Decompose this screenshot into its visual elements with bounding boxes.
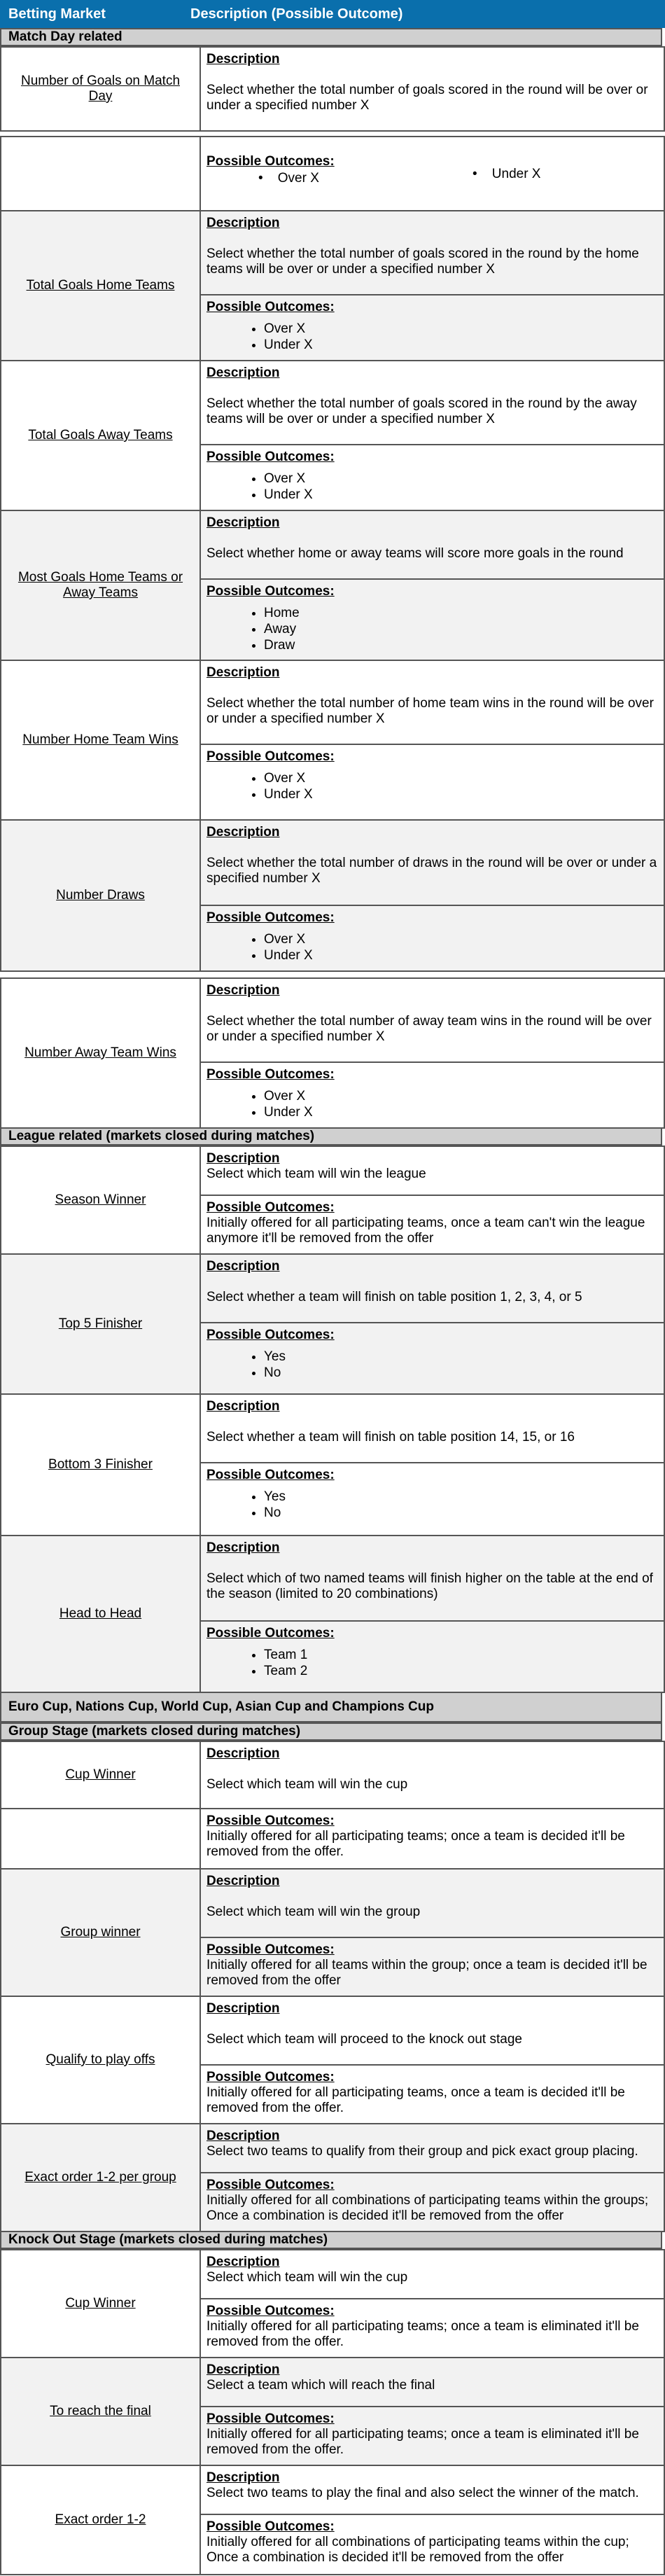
description-text: Select which team will win the cup: [206, 2270, 408, 2285]
description-text: Select whether a team will finish on table position 14, 15, or 16: [206, 1430, 575, 1444]
section-match-day: Match Day related: [0, 28, 662, 46]
outcome-item: • Over X: [264, 770, 658, 786]
market-name[interactable]: Qualify to play offs: [1, 1996, 200, 2124]
description-text: Select whether the total number of away team wins in the round will be over or under a specified number X: [206, 1014, 652, 1044]
market-row-top5: Top 5 Finisher Description Select whether a team will finish on table position 1, 2, 3, 4, or 5 Possible Outcomes: • Yes • No: [0, 1253, 665, 1395]
market-name[interactable]: Most Goals Home Teams or Away Teams: [1, 510, 200, 660]
market-row-goals-match-day-outcomes: [0, 136, 665, 211]
market-row-total-home: Total Goals Home Teams Description Select whether the total number of goals scored in the round by the home teams will be over or under a specified number X Possible Outcomes: • Over X • Under X: [0, 210, 665, 361]
outcome-text: Initially offered for all combinations of participating teams within the groups; Once a combination is decided it'll be removed from the offer: [206, 2193, 649, 2223]
outcome-item: • Draw: [264, 637, 658, 653]
market-row-qualify: Qualify to play offs Description Select which team will proceed to the knock out stage Possible Outcomes: Initially offered for all participating teams, once a team is decided it'll be removed from the offer.: [0, 1996, 665, 2124]
outcome-text: Initially offered for all participating teams; once a team is decided it'll be removed from the offer.: [206, 1829, 625, 1859]
possible-outcomes-label: Possible Outcomes:: [206, 154, 335, 169]
market-row-exact-order-group: Exact order 1-2 per group Description Select two teams to qualify from their group and pick exact group placing. Possible Outcomes: Initially offered for all combinations of participating teams within the groups; Once a combination is decided it'll be removed from the offer: [0, 2123, 665, 2232]
market-row-draws: Number Draws Description Select whether the total number of draws in the round will be over or under a specified number X Possible Outcomes: • Over X • Under X: [0, 819, 665, 972]
description-text: Select whether the total number of home team wins in the round will be over or under a specified number X: [206, 696, 654, 726]
outcome-item: • Yes: [264, 1349, 658, 1365]
section-league: League related (markets closed during matches): [0, 1127, 662, 1146]
market-name[interactable]: Number of Goals on Match Day: [1, 47, 200, 131]
outcome-item: • Away: [264, 621, 658, 637]
description-text: Select whether the total number of goals scored in the round will be over or under a specified number X: [206, 83, 648, 113]
market-name[interactable]: To reach the final: [1, 2358, 200, 2465]
market-name[interactable]: Head to Head: [1, 1536, 200, 1692]
description-text: Select whether the total number of draws in the round will be over or under a specified number X: [206, 856, 657, 886]
market-name[interactable]: Exact order 1-2: [1, 2465, 200, 2575]
market-row-cup-winner-group: Cup Winner Description Select which team will win the cup: [0, 1741, 665, 1809]
market-name[interactable]: Top 5 Finisher: [1, 1254, 200, 1394]
outcome-text: Initially offered for all teams within the group; once a team is decided it'll be removed from the offer: [206, 1958, 648, 1988]
market-row-group-winner: Group winner Description Select which team will win the group Possible Outcomes: Initially offered for all teams within the group; once a team is decided it'll be removed from the offer: [0, 1868, 665, 1997]
outcome-text: Initially offered for all combinations of participating teams within the cup; Once a combination is decided it'll be removed from the offer: [206, 2535, 629, 2565]
market-row-head-to-head: Head to Head Description Select which of two named teams will finish higher on the table at the end of the season (limited to 20 combinations) Possible Outcomes: • Team 1 • Team 2: [0, 1535, 665, 1693]
description-text: Select which team will win the league: [206, 1167, 426, 1181]
outcome-text: Initially offered for all participating teams; once a team is eliminated it'll be removed from the offer.: [206, 2427, 639, 2457]
description-text: Select a team which will reach the final: [206, 2378, 435, 2393]
description-text: Select whether a team will finish on table position 1, 2, 3, 4, or 5: [206, 1290, 582, 1304]
market-name[interactable]: Cup Winner: [1, 2250, 200, 2358]
column-header-market: Betting Market: [8, 6, 106, 22]
description-text: Select two teams to play the final and also select the winner of the match.: [206, 2486, 639, 2500]
section-group-stage: Group Stage (markets closed during matches): [0, 1722, 662, 1741]
outcome-item: • No: [264, 1365, 658, 1381]
outcome-item: • Under X: [264, 1104, 658, 1120]
description-text: Select which team will win the group: [206, 1905, 421, 1919]
outcome-item: • No: [264, 1505, 658, 1521]
market-row-total-away: Total Goals Away Teams Description Select whether the total number of goals scored in the round by the away teams will be over or under a specified number X Possible Outcomes: • Over X • Under X: [0, 360, 665, 511]
outcome-item: • Under X: [264, 786, 658, 802]
outcome-text: Initially offered for all participating teams; once a team is eliminated it'll be removed from the offer.: [206, 2319, 639, 2349]
outcome-item: • Yes: [264, 1489, 658, 1505]
market-row-goals-match-day: [0, 46, 665, 132]
market-name[interactable]: Exact order 1-2 per group: [1, 2124, 200, 2232]
outcome-item: • Over X: [264, 471, 658, 487]
description-label: Description: [206, 52, 280, 67]
market-name[interactable]: Group winner: [1, 1869, 200, 1996]
outcome-item: • Over X: [264, 1088, 658, 1104]
market-row-most-goals: Most Goals Home Teams or Away Teams Description Select whether home or away teams will score more goals in the round Possible Outcomes: • Home • Away • Draw: [0, 510, 665, 661]
outcome-item: • Under X: [264, 487, 658, 503]
market-name[interactable]: Cup Winner: [1, 1741, 200, 1809]
market-name[interactable]: Total Goals Away Teams: [1, 361, 200, 510]
description-text: Select which of two named teams will finish higher on the table at the end of the season (limited to 20 combinations): [206, 1571, 653, 1601]
description-text: Select which team will win the cup: [206, 1777, 408, 1792]
section-cups: Euro Cup, Nations Cup, World Cup, Asian Cup and Champions Cup: [0, 1692, 662, 1722]
market-name[interactable]: Total Goals Home Teams: [1, 211, 200, 361]
market-row-home-wins: Number Home Team Wins Description Select whether the total number of home team wins in the round will be over or under a specified number X Possible Outcomes: • Over X • Under X: [0, 660, 665, 821]
outcome-item: • Under X: [264, 947, 658, 963]
outcome-item: • Team 1: [264, 1647, 658, 1663]
market-name[interactable]: Number Home Team Wins: [1, 660, 200, 820]
market-row-season-winner: Season Winner Description Select which team will win the league Possible Outcomes: Initially offered for all participating teams, once a team can't win the league anymore it'll be removed from the offer: [0, 1146, 665, 1255]
table-header: [0, 0, 665, 28]
market-row-exact-order-final: Exact order 1-2 Description Select two teams to play the final and also select the winner of the match. Possible Outcomes: Initially offered for all combinations of participating teams within the cup; Once a combination is decided it'll be removed from the offer: [0, 2465, 665, 2575]
column-header-description: Description (Possible Outcome): [190, 6, 403, 22]
description-text: Select whether the total number of goals scored in the round by the home teams will be over or under a specified number X: [206, 246, 639, 277]
market-name[interactable]: Season Winner: [1, 1146, 200, 1254]
description-text: Select whether home or away teams will score more goals in the round: [206, 546, 624, 561]
market-row-reach-final: To reach the final Description Select a team which will reach the final Possible Outcomes: Initially offered for all participating teams; once a team is eliminated it'll be removed from the offer.: [0, 2357, 665, 2466]
market-name[interactable]: Number Away Team Wins: [1, 978, 200, 1128]
section-knockout: Knock Out Stage (markets closed during matches): [0, 2231, 662, 2249]
market-row-bottom3: Bottom 3 Finisher Description Select whether a team will finish on table position 14, 15, or 16 Possible Outcomes: • Yes • No: [0, 1393, 665, 1536]
outcome-item: • Over X: [258, 171, 319, 186]
outcome-item: • Over X: [264, 321, 658, 337]
description-text: Select which team will proceed to the knock out stage: [206, 2032, 522, 2047]
outcome-item: • Team 2: [264, 1663, 658, 1679]
outcome-item: • Over X: [264, 931, 658, 947]
outcome-text: Initially offered for all participating teams, once a team is decided it'll be removed from the offer.: [206, 2085, 625, 2115]
description-text: Select two teams to qualify from their group and pick exact group placing.: [206, 2144, 638, 2159]
market-row-cup-winner-ko: Cup Winner Description Select which team will win the cup Possible Outcomes: Initially offered for all participating teams; once a team is eliminated it'll be removed from the offer.: [0, 2249, 665, 2358]
market-row-cup-winner-group-outcomes: Possible Outcomes: Initially offered for all participating teams; once a team is decided it'll be removed from the offer.: [0, 1808, 665, 1870]
outcome-item: • Under X: [472, 167, 541, 181]
market-name[interactable]: Number Draws: [1, 820, 200, 971]
outcome-item: • Home: [264, 605, 658, 621]
description-text: Select whether the total number of goals scored in the round by the away teams will be over or under a specified number X: [206, 396, 637, 426]
outcome-text: Initially offered for all participating teams, once a team can't win the league anymore it'll be removed from the offer: [206, 1216, 645, 1246]
outcome-item: • Under X: [264, 337, 658, 353]
market-name[interactable]: Bottom 3 Finisher: [1, 1394, 200, 1536]
market-row-away-wins: Number Away Team Wins Description Select whether the total number of away team wins in the round will be over or under a specified number X Possible Outcomes: • Over X • Under X: [0, 977, 665, 1129]
